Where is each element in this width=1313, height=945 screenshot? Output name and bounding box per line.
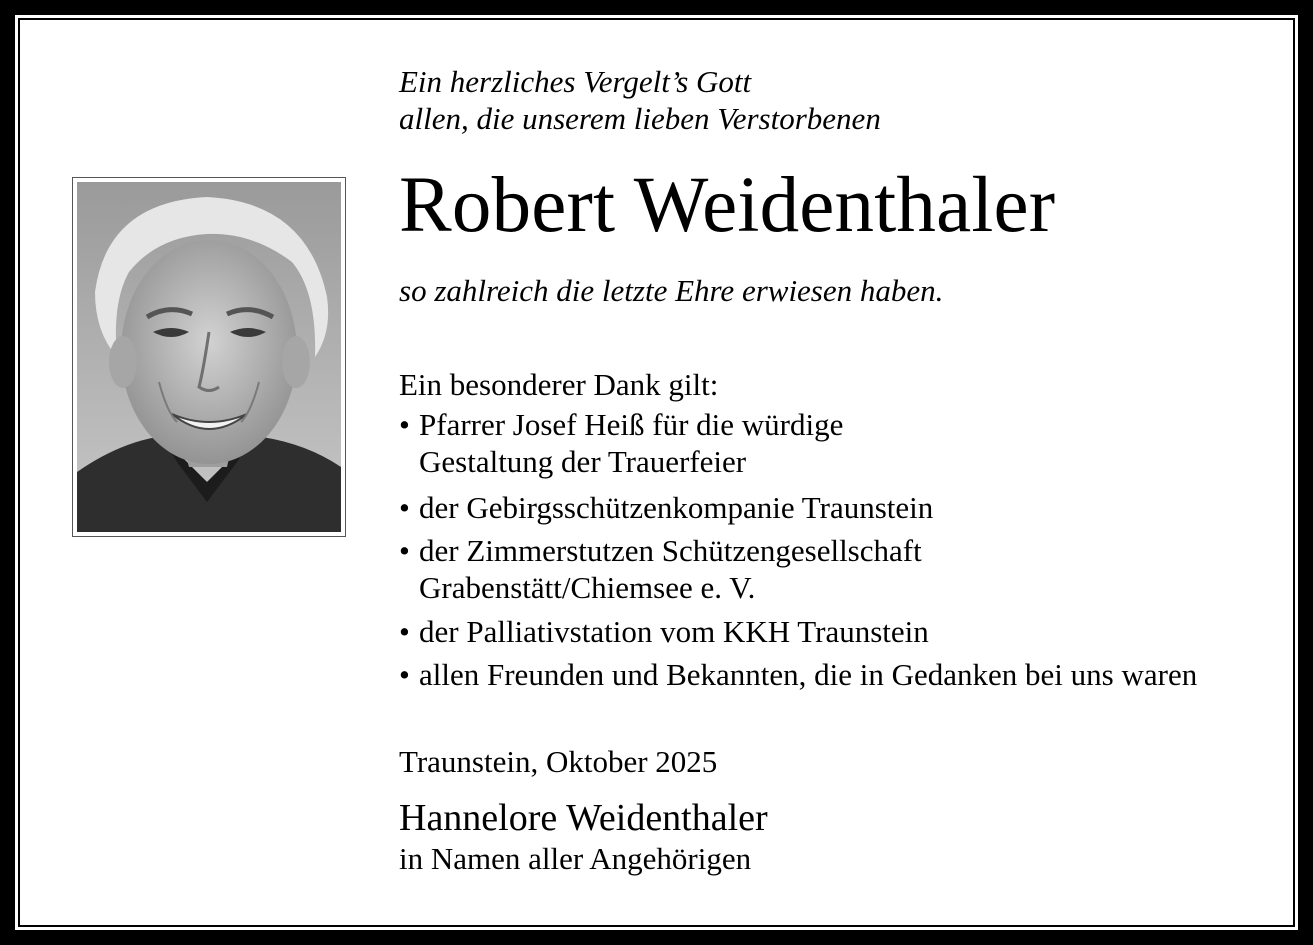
thanks-item [399,656,1197,693]
thanks-item [399,406,843,480]
thanks-item [399,532,922,606]
thanks-item-line: der Zimmerstutzen Schützengesellschaft [419,533,922,568]
bullet: • [399,407,410,442]
portrait-photo [72,177,346,537]
bullet: • [399,533,410,568]
thanks-item [399,613,929,650]
intro-line-1: Ein herzliches Vergelt’s Gott [399,64,752,99]
thanks-item [399,489,933,526]
thanks-item-line: der Gebirgsschützenkompanie Traunstein [419,490,934,525]
bullet: • [399,490,410,525]
deceased-name: Robert Weidenthaler [399,162,1056,249]
signer-name: Hannelore Weidenthaler [399,797,768,839]
signer-note: in Namen aller Angehörigen [399,841,752,876]
thanks-item-continuation: Grabenstätt/Chiemsee e. V. [419,570,756,605]
place-and-date: Traunstein, Oktober 2025 [399,744,718,779]
thanks-item-line: Pfarrer Josef Heiß für die würdige [419,407,844,442]
thanks-item-line: allen Freunden und Bekannten, die in Gedanken bei uns waren [419,657,1198,692]
intro-line-2: allen, die unserem lieben Verstorbenen [399,101,881,136]
thanks-item-line: der Palliativstation vom KKH Traunstein [419,614,929,649]
closing-line: so zahlreich die letzte Ehre erwiesen haben. [399,273,944,308]
bullet: • [399,657,410,692]
thanks-item-continuation: Gestaltung der Trauerfeier [419,444,747,479]
portrait-image [77,182,341,532]
bullet: • [399,614,410,649]
thanks-heading: Ein besonderer Dank gilt: [399,367,719,402]
